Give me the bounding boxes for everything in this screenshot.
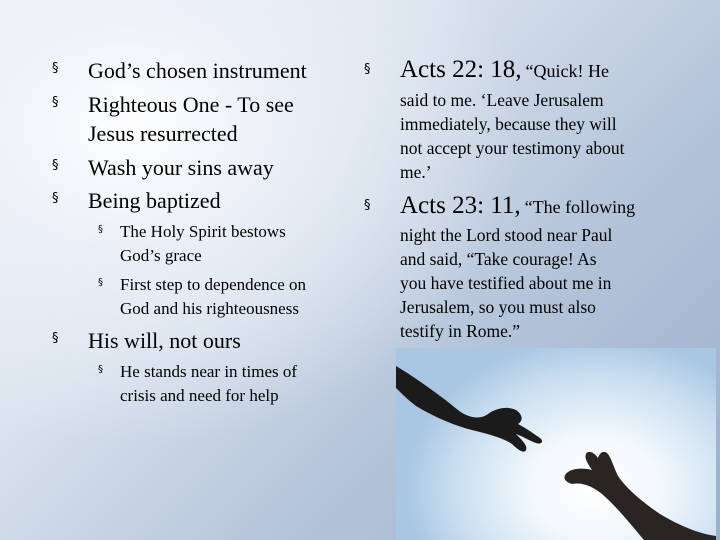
sub-bullet-text-cont: God’s grace [120, 246, 202, 265]
sub-bullet-text: First step to dependence on [120, 275, 307, 294]
bullet-icon: § [52, 158, 59, 173]
scripture-line: Jerusalem, so you must also [400, 297, 596, 317]
sub-bullet-text-cont: crisis and need for help [120, 386, 279, 405]
bullet-icon: § [52, 61, 59, 76]
scripture-line: me.’ [400, 162, 432, 182]
reaching-hands-photo [396, 348, 716, 540]
bullet-icon: § [52, 191, 59, 206]
bullet-icon: § [98, 224, 103, 235]
scripture-line: you have testified about me in [400, 273, 612, 293]
sub-bullet-text: The Holy Spirit bestows [120, 222, 286, 241]
scripture-line: and said, “Take courage! As [400, 249, 597, 269]
lower-hand-shape [565, 452, 716, 540]
scripture-reference: Acts 23: 11, [400, 192, 521, 219]
sub-bullet-text: He stands near in times of [120, 362, 298, 381]
bullet-text: God’s chosen instrument [88, 58, 307, 83]
scripture-quote-start: “The following [524, 197, 636, 217]
bullet-text: Wash your sins away [88, 155, 274, 180]
upper-hand-shape [396, 366, 542, 452]
bullet-text: Being baptized [88, 188, 221, 213]
scripture-line: said to me. ‘Leave Jerusalem [400, 90, 604, 110]
bullet-text-cont: Jesus resurrected [88, 121, 238, 146]
bullet-text: Righteous One - To see [88, 92, 294, 117]
hands-silhouette [396, 348, 716, 540]
bullet-icon: § [52, 331, 59, 346]
bullet-icon: § [98, 277, 103, 288]
scripture-reference: Acts 22: 18, [400, 56, 522, 83]
scripture-line: not accept your testimony about [400, 138, 625, 158]
bullet-icon: § [98, 364, 103, 375]
bullet-icon: § [52, 95, 59, 110]
sub-bullet-text-cont: God and his righteousness [120, 299, 299, 318]
bullet-text: His will, not ours [88, 328, 241, 353]
scripture-quote-start: “Quick! He [525, 61, 609, 81]
scripture-line: immediately, because they will [400, 114, 617, 134]
scripture-line: night the Lord stood near Paul [400, 225, 613, 245]
bullet-icon: § [364, 62, 371, 77]
bullet-icon: § [364, 198, 371, 213]
scripture-line: testify in Rome.” [400, 321, 521, 341]
